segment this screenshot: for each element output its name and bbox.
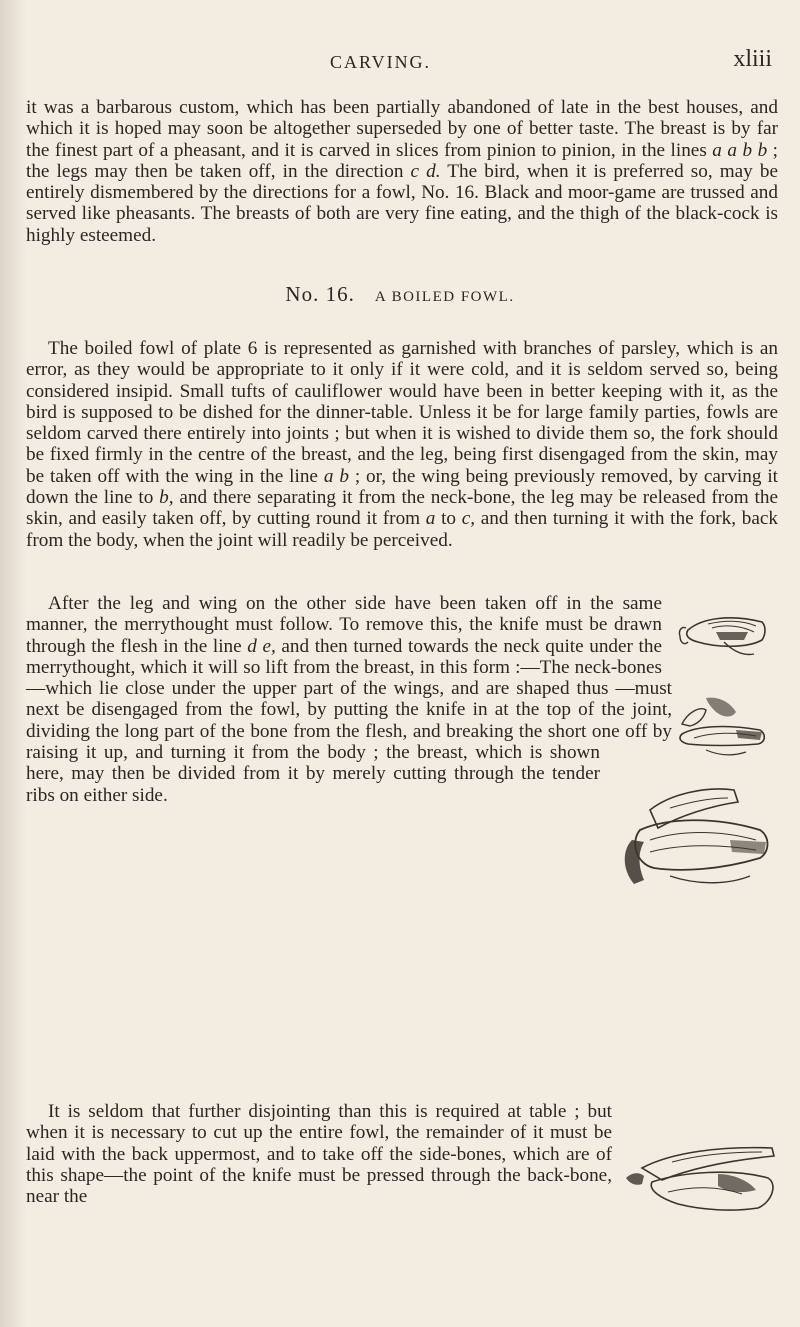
- text-run: It is seldom that further disjointing than this is required at table ; but when it is necessary to cut up the entire fowl, the remainder of it must be laid with the back uppermost, and to take off the side-bones, which are of this shape—the point of the knife must be pressed through the back-bone, near the: [26, 1101, 612, 1208]
- running-head: CARVING.: [330, 52, 432, 72]
- text-run: to: [435, 508, 462, 530]
- section-number: No. 16.: [285, 282, 355, 306]
- paragraph-pheasant: [26, 97, 778, 246]
- breast-illustration: [610, 780, 776, 894]
- italic-label: b,: [159, 487, 174, 509]
- text-run: ; or, the wing being previously removed, by carving it down the line to: [26, 465, 778, 509]
- neck-bones-illustration: [676, 688, 772, 760]
- merrythought-illustration: [668, 612, 772, 668]
- italic-label: c d.: [410, 160, 441, 182]
- neck-bones-figure: [676, 688, 772, 760]
- text-run: The bird, when it is preferred so, may be entirely dismembered by the directions for a fowl, No. 16. Black and moor-game are trussed and served like pheasants. The breasts of both are very fine eating, and the thigh of the black-cock is highly esteemed.: [26, 160, 778, 246]
- italic-label: c,: [461, 508, 476, 530]
- page-shadow: [0, 0, 26, 1327]
- text-run: and there separating it from the neck-bone, the leg may be released from the skin, and easily taken off, by cutting round it from: [26, 487, 778, 530]
- side-bones-figure: [622, 1138, 782, 1214]
- section-title: A BOILED FOWL.: [374, 289, 515, 305]
- breast-figure: [610, 780, 776, 894]
- italic-label: d e,: [247, 635, 276, 657]
- text-run: it was a barbarous custom, which has been partially abandoned of late in the best houses, and which it is hoped may soon be altogether superseded by one of better taste. The breast is by far the finest part of a pheasant, and it is carved in slices from pinion to pinion, in the lines: [26, 97, 778, 161]
- page-header: [0, 40, 800, 80]
- italic-label: a a b b: [712, 139, 768, 161]
- italic-label: a: [425, 508, 436, 530]
- text-run: and then turning it with the fork, back from the body, when the joint will readily be perceived.: [26, 508, 778, 551]
- paragraph-boiled-fowl: [26, 338, 778, 551]
- text-run: After the leg and wing on the other side have been taken off in the same manner, the merrythought must follow. To remove this, the knife must be drawn through the flesh in the line: [26, 593, 662, 657]
- section-heading: [0, 282, 800, 307]
- page-number: xliii: [733, 46, 772, 72]
- text-run: and then turned towards the neck quite under the merrythought, which it will so lift from the breast, in this form :—The neck-bones—which lie close under the upper part of the wings, and are shaped thus —must next be disengaged from the fowl, by putting the knife in at the top of the joint, dividing the long part of the bone from the flesh, and breaking the short one off by raising it up, and turning it from the body ; the breast, which is shown here, may then be divided from it by merely cutting through the tender ribs on either side.: [26, 635, 672, 806]
- merrythought-figure: [668, 612, 772, 668]
- side-bones-illustration: [622, 1138, 782, 1214]
- text-run: ; the legs may then be taken off, in the direction: [26, 139, 778, 182]
- text-run: The boiled fowl of plate 6 is represented as garnished with branches of parsley, which is an error, as they would be appropriate to it only if it were cold, and it is seldom served so, being considered insipid. Small tufts of cauliflower would have been in better keeping with it, as the bird is supposed to be dished for the dinner-table. Unless it be for large family parties, fowls are seldom carved there entirely into joints ; but when it is wished to divide them so, the fork should be fixed firmly in the centre of the breast, and the leg, being first disengaged from the skin, may be taken off with the wing in the line: [26, 338, 778, 487]
- italic-label: a b: [323, 465, 349, 487]
